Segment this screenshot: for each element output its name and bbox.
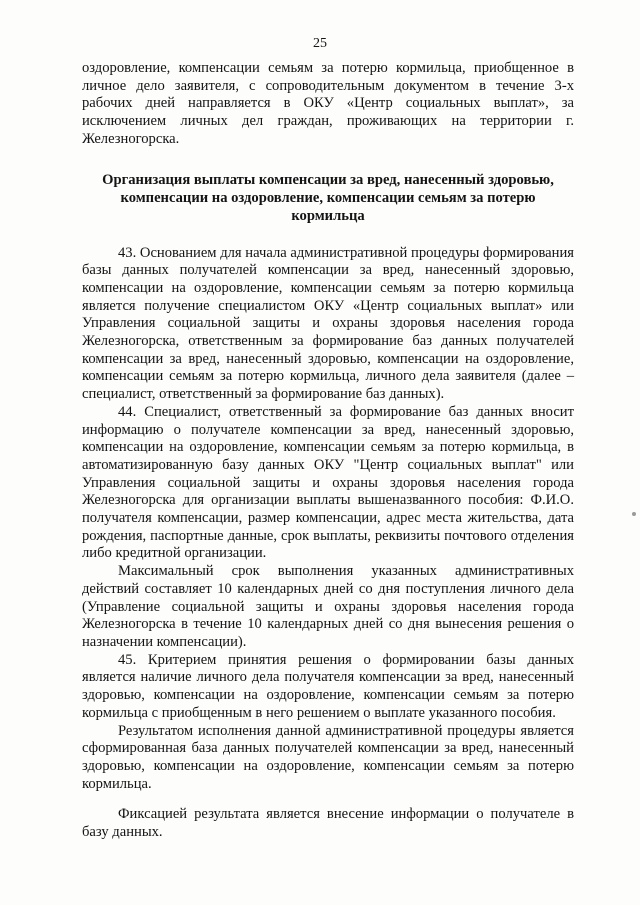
section-heading: Организация выплаты компенсации за вред, нанесенный здоровью, компенсации на оздоровление, компенсации семьям за потерю кормильца (102, 171, 554, 224)
scan-speck (632, 512, 636, 516)
paragraph-result: Результатом исполнения данной административной процедуры является сформированная база данных получателей компенсации за вред, нанесенный здоровью, компенсации на оздоровление, компенсации семьям за потерю кормильца. (82, 722, 574, 792)
paragraph-max-term: Максимальный срок выполнения указанных административных действий составляет 10 календарных дней со дня поступления личного дела (Управление социальной защиты и охраны здоровья населения города Железногорска в течение 10 календарных дней со дня вынесения решения о назначении компенсации). (82, 563, 574, 650)
paragraph-43: 43. Основанием для начала административной процедуры формирования базы данных получателей компенсации за вред, нанесенный здоровью, компенсации на оздоровление, компенсации семьям за потерю кормильца является получение специалистом ОКУ «Центр социальных выплат» или Управления социальной защиты и охраны здоровья населения города Железногорска, ответственным за формирование баз данных получателей компенсации за вред, нанесенный здоровью, компенсации на оздоровление, компенсации семьям за потерю кормильца, личного дела заявителя (далее – специалист, ответственный за формирование баз данных). (82, 244, 574, 403)
intro-paragraph: оздоровление, компенсации семьям за потерю кормильца, приобщенное в личное дело заявителя, с сопроводительным документом в течение 3-х рабочих дней направляется в ОКУ «Центр социальных выплат», за исключением личных дел граждан, проживающих на территории г. Железногорска. (82, 60, 574, 147)
paragraph-fixation: Фиксацией результата является внесение информации о получателе в базу данных. (82, 806, 574, 841)
document-body (82, 60, 574, 842)
paragraph-45: 45. Критерием принятия решения о формировании базы данных является наличие личного дела получателя компенсации за вред, нанесенный здоровью, компенсации на оздоровление, компенсации семьям за потерю кормильца с приобщенным в него решением о выплате указанного пособия. (82, 651, 574, 721)
page-number: 25 (313, 36, 327, 51)
paragraph-44: 44. Специалист, ответственный за формирование баз данных вносит информацию о получателе компенсации за вред, нанесенный здоровью, компенсации на оздоровление, компенсации семьям за потерю кормильца, в автоматизированную базу данных ОКУ "Центр социальных выплат" или Управления социальной защиты и охраны здоровья населения города Железногорска для организации выплаты вышеназванного пособия: Ф.И.О. получателя компенсации, размер компенсации, адрес места жительства, дата рождения, паспортные данные, срок выплаты, реквизиты почтового отделения либо кредитной организации. (82, 403, 574, 562)
